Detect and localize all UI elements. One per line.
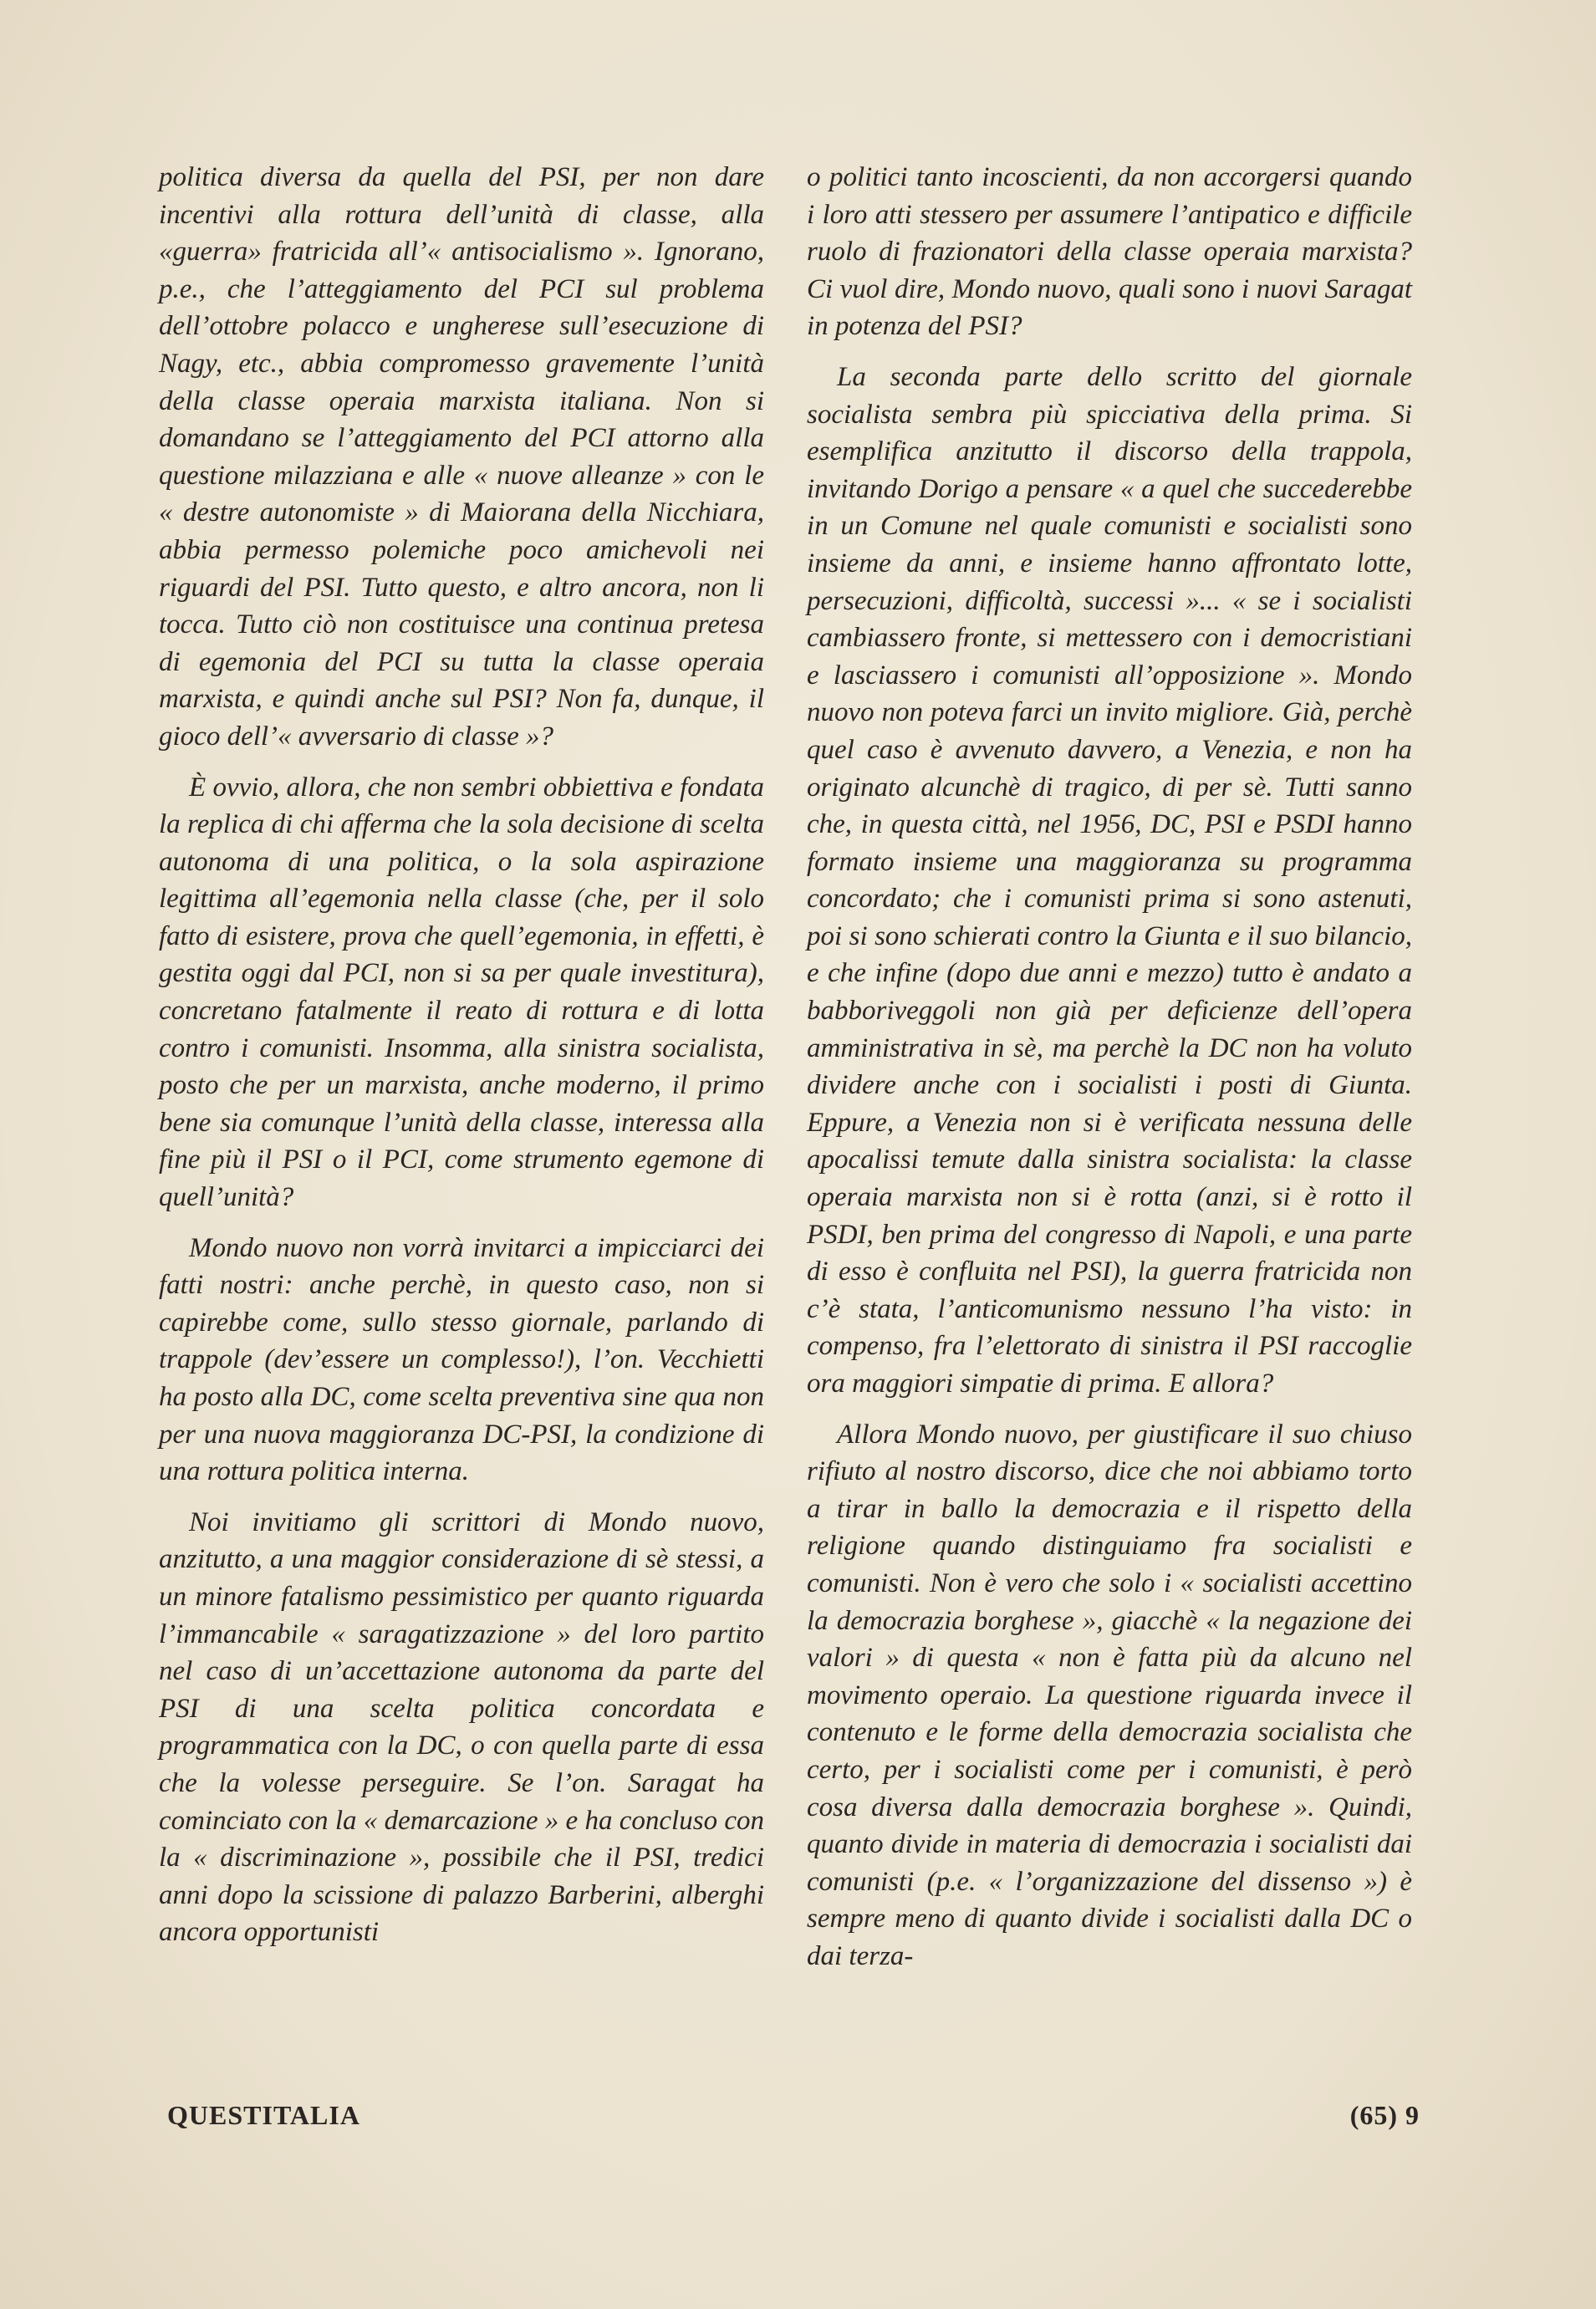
paragraph: È ovvio, allora, che non sembri obbiettiva e fondata la replica di chi afferma che la sola decisione di scelta autonoma di una politica, o la sola aspirazione legittima all’egemonia nella classe (che, per il solo fatto di esistere, prova che quell’egemonia, in effetti, è gestita oggi dal PCI, non si sa per quale investitura), concretano fatalmente il reato di rottura e di lotta contro i comunisti. Insomma, alla sinistra socialista, posto che per un marxista, anche moderno, il primo bene sia comunque l’unità della classe, interessa alla fine più il PSI o il PCI, come strumento egemone di quell’unità?: [159, 772, 764, 1213]
paragraph: politica diversa da quella del PSI, per non dare incentivi alla rottura dell’unità di classe, alla «guerra» fratricida all’« antisocialismo ». Ignorano, p.e., che l’atteggiamento del PCI sul problema dell’ottobre polacco e ungherese sull’esecuzione di Nagy, etc., abbia compromesso gravemente l’unità della classe operaia marxista italiana. Non si domandano se l’atteggiamento del PCI attorno alla questione milazziana e alle « nuove alleanze » con le « destre autonomiste » di Maiorana della Nicchiara, abbia permesso polemiche poco amichevoli nei riguardi del PSI. Tutto questo, e altro ancora, non li tocca. Tutto ciò non costituisce una continua pretesa di egemonia del PCI su tutta la classe operaia marxista, e quindi anche sul PSI? Non fa, dunque, il gioco dell’« avversario di classe »?: [159, 162, 764, 752]
paragraph: La seconda parte dello scritto del giornale socialista sembra più spicciativa della prima. Si esemplifica anzitutto il discorso della trappola, invitando Dorigo a pensare « a quel che succederebbe in un Comune nel quale comunisti e socialisti sono insieme da anni, e insieme hanno affrontato lotte, persecuzioni, difficoltà, successi »... « se i socialisti cambiassero fronte, si mettessero con i democristiani e lasciassero i comunisti all’opposizione ». Mondo nuovo non poteva farci un invito migliore. Già, perchè quel caso è avvenuto davvero, a Venezia, e non ha originato alcunchè di tragico, di per sè. Tutti sanno che, in questa città, nel 1956, DC, PSI e PSDI hanno formato insieme una maggioranza su programma concordato; che i comunisti prima si sono astenuti, poi si sono schierati contro la Giunta e il suo bilancio, e che infine (dopo due anni e mezzo) tutto è andato a babboriveggoli non già per deficienze dell’opera amministrativa in sè, ma perchè la DC non ha voluto dividere anche con i socialisti i posti di Giunta. Eppure, a Venezia non si è verificata nessuna delle apocalissi temute dalla sinistra socialista: la classe operaia marxista non si è rotta (anzi, si è rotto il PSDI, ben prima del congresso di Napoli, e una parte di esso è confluita nel PSI), la guerra fratricida non c’è stata, l’anticomunismo nessuno l’ha visto: in compenso, fra l’elettorato di sinistra il PSI raccoglie ora maggiori simpatie di prima. E allora?: [807, 361, 1412, 1399]
left-column: [159, 159, 764, 1965]
paragraph: Noi invitiamo gli scrittori di Mondo nuovo, anzitutto, a una maggior considerazione di sè stessi, a un minore fatalismo pessimistico per quanto riguarda l’immancabile « saragatizzazione » del loro partito nel caso di un’accettazione autonoma da parte del PSI di una scelta politica concordata e programmatica con la DC, o con quella parte di essa che la volesse perseguire. Se l’on. Saragat ha cominciato con la « demarcazione » e ha concluso con la « discriminazione », possibile che il PSI, tredici anni dopo la scissione di palazzo Barberini, alberghi ancora opportunisti: [159, 1506, 764, 1948]
paragraph: o politici tanto incoscienti, da non accorgersi quando i loro atti stessero per assumere l’antipatico e difficile ruolo di frazionatori della classe operaia marxista? Ci vuol dire, Mondo nuovo, quali sono i nuovi Saragat in potenza del PSI?: [807, 162, 1412, 342]
right-column: [807, 159, 1412, 1989]
page-number: (65) 9: [1349, 2100, 1420, 2130]
paragraph: Allora Mondo nuovo, per giustificare il suo chiuso rifiuto al nostro discorso, dice che noi abbiamo torto a tirar in ballo la democrazia e il rispetto della religione quando distinguiamo fra socialisti e comunisti. Non è vero che solo i « socialisti accettino la democrazia borghese », giacchè « la negazione dei valori » di questa « non è fatta più da alcuno nel movimento operaio. La questione riguarda invece il contenuto e le forme della democrazia socialista che certo, per i socialisti come per i comunisti, è però cosa diversa dalla democrazia borghese ». Quindi, quanto divide in materia di democrazia i socialisti dai comunisti (p.e. « l’organizzazione del dissenso ») è sempre meno di quanto divide i socialisti dalla DC o dai terza-: [807, 1419, 1412, 1971]
paragraph: Mondo nuovo non vorrà invitarci a impicciarci dei fatti nostri: anche perchè, in questo caso, non si capirebbe come, sullo stesso giornale, parlando di trappole (dev’essere un complesso!), l’on. Vecchietti ha posto alla DC, come scelta preventiva sine qua non per una nuova maggioranza DC-PSI, la condizione di una rottura politica interna.: [159, 1232, 764, 1487]
magazine-name: QUESTITALIA: [167, 2100, 360, 2130]
